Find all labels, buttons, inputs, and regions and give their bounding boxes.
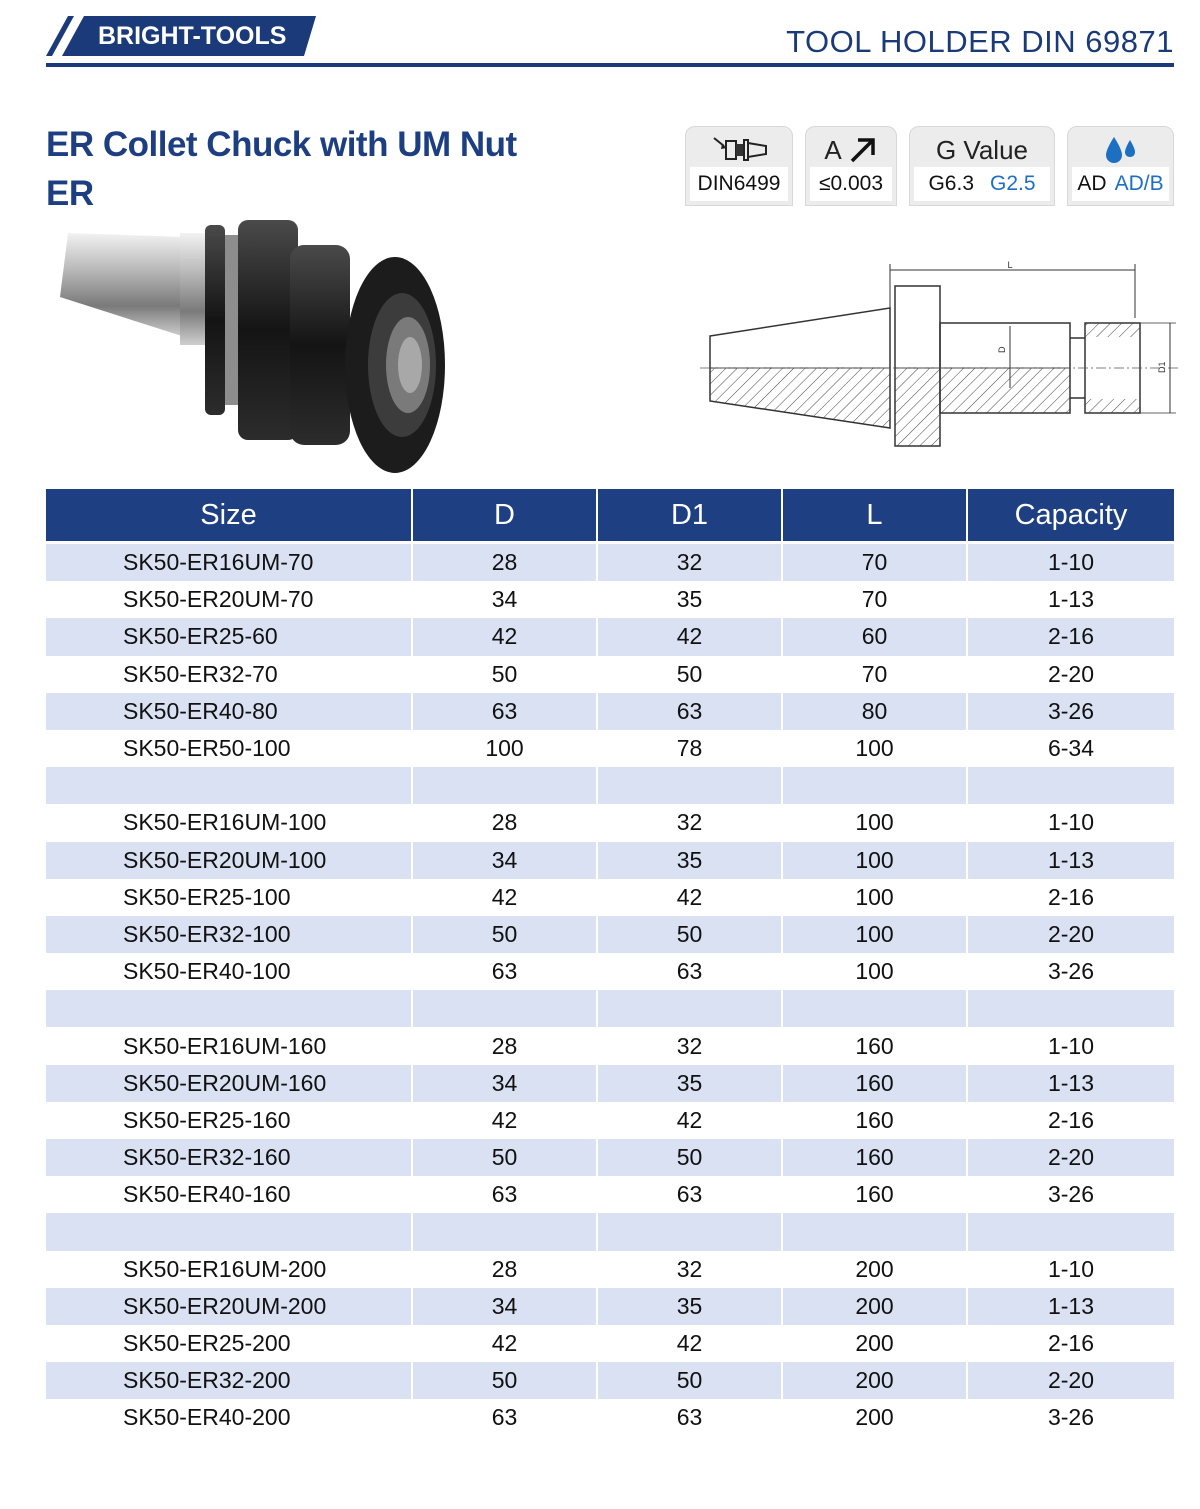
arrow-up-right-icon <box>848 136 878 164</box>
cell-capacity: 1-13 <box>967 1288 1174 1325</box>
coolant-option: AD/B <box>1114 172 1164 195</box>
cell-size: SK50-ER20UM-70 <box>46 581 412 618</box>
cell-d <box>412 1213 597 1250</box>
cell-capacity: 2-16 <box>967 1325 1174 1362</box>
cell-d1 <box>597 1213 782 1250</box>
table-row <box>46 953 1174 990</box>
badge-collet-standard <box>685 126 793 206</box>
cell-capacity: 2-16 <box>967 879 1174 916</box>
cell-capacity: 1-10 <box>967 1027 1174 1064</box>
cell-size: SK50-ER20UM-100 <box>46 842 412 879</box>
column-header-d: D <box>412 489 597 543</box>
cell-d: 50 <box>412 1362 597 1399</box>
cell-d1: 42 <box>597 1102 782 1139</box>
cell-d: 34 <box>412 1288 597 1325</box>
cell-l: 200 <box>782 1325 967 1362</box>
coolant-standard: AD <box>1077 172 1107 195</box>
cell-d: 28 <box>412 543 597 582</box>
cell-size: SK50-ER20UM-160 <box>46 1065 412 1102</box>
cell-d1: 50 <box>597 1362 782 1399</box>
cell-l: 200 <box>782 1399 967 1436</box>
cell-l: 160 <box>782 1176 967 1213</box>
cell-l <box>782 990 967 1027</box>
cell-l: 200 <box>782 1362 967 1399</box>
cell-capacity: 2-20 <box>967 1139 1174 1176</box>
column-header-capacity: Capacity <box>967 489 1174 543</box>
product-photo <box>50 215 450 477</box>
cell-capacity: 2-16 <box>967 1102 1174 1139</box>
cell-capacity: 2-20 <box>967 656 1174 693</box>
cell-d: 63 <box>412 1176 597 1213</box>
cell-l <box>782 1213 967 1250</box>
table-row <box>46 1027 1174 1064</box>
table-row <box>46 1399 1174 1436</box>
cell-capacity: 3-26 <box>967 693 1174 730</box>
cell-size: SK50-ER50-100 <box>46 730 412 767</box>
table-row <box>46 656 1174 693</box>
cell-d1: 35 <box>597 1065 782 1102</box>
cell-size: SK50-ER32-160 <box>46 1139 412 1176</box>
cell-capacity: 2-20 <box>967 1362 1174 1399</box>
accuracy-label: A <box>824 134 842 165</box>
cell-d1: 63 <box>597 953 782 990</box>
brand-name: BRIGHT-TOOLS <box>98 22 287 50</box>
cell-d1: 32 <box>597 1027 782 1064</box>
cell-d1 <box>597 767 782 804</box>
cell-capacity: 1-10 <box>967 543 1174 582</box>
badge-g-value <box>909 126 1055 206</box>
table-row-spacer <box>46 1213 1174 1250</box>
cell-capacity: 1-13 <box>967 842 1174 879</box>
cell-l: 100 <box>782 916 967 953</box>
cell-d: 100 <box>412 730 597 767</box>
cell-l: 70 <box>782 581 967 618</box>
table-row <box>46 618 1174 655</box>
table-row <box>46 804 1174 841</box>
cell-size: SK50-ER25-100 <box>46 879 412 916</box>
cell-d1: 42 <box>597 879 782 916</box>
cell-d: 42 <box>412 618 597 655</box>
cell-capacity: 3-26 <box>967 953 1174 990</box>
table-row <box>46 1176 1174 1213</box>
cell-l: 100 <box>782 953 967 990</box>
cell-d1: 32 <box>597 804 782 841</box>
g-value-label: G Value <box>935 134 1028 165</box>
brand-logo <box>46 16 316 56</box>
table-row <box>46 1325 1174 1362</box>
table-header-row <box>46 489 1174 543</box>
table-row <box>46 730 1174 767</box>
cell-l: 160 <box>782 1139 967 1176</box>
cell-d1: 32 <box>597 543 782 582</box>
cell-size <box>46 767 412 804</box>
g-value-option: G2.5 <box>990 172 1036 195</box>
table-row <box>46 1139 1174 1176</box>
cell-size: SK50-ER32-70 <box>46 656 412 693</box>
cell-d: 34 <box>412 1065 597 1102</box>
cell-l: 100 <box>782 842 967 879</box>
cell-d1: 42 <box>597 618 782 655</box>
cell-size: SK50-ER40-160 <box>46 1176 412 1213</box>
cell-capacity: 2-16 <box>967 618 1174 655</box>
dimension-label-d1: D1 <box>1157 361 1167 373</box>
table-row <box>46 842 1174 879</box>
product-title-line1: ER Collet Chuck with UM Nut <box>46 125 517 164</box>
cell-d1: 32 <box>597 1251 782 1288</box>
table-row-spacer <box>46 767 1174 804</box>
cell-d1: 35 <box>597 581 782 618</box>
column-header-size: Size <box>46 489 412 543</box>
cell-l: 160 <box>782 1102 967 1139</box>
cell-d1: 50 <box>597 656 782 693</box>
cell-d: 63 <box>412 1399 597 1436</box>
document-title: TOOL HOLDER DIN 69871 <box>786 24 1174 59</box>
table-row <box>46 879 1174 916</box>
table-row <box>46 1288 1174 1325</box>
column-header-l: L <box>782 489 967 543</box>
cell-d1: 78 <box>597 730 782 767</box>
cell-capacity: 1-10 <box>967 1251 1174 1288</box>
cell-d: 63 <box>412 693 597 730</box>
cell-l: 70 <box>782 656 967 693</box>
cell-d1: 42 <box>597 1325 782 1362</box>
table-row-spacer <box>46 990 1174 1027</box>
cell-size: SK50-ER25-200 <box>46 1325 412 1362</box>
cell-size <box>46 990 412 1027</box>
cell-size: SK50-ER16UM-100 <box>46 804 412 841</box>
cell-capacity: 2-20 <box>967 916 1174 953</box>
cell-size: SK50-ER20UM-200 <box>46 1288 412 1325</box>
cell-l: 200 <box>782 1288 967 1325</box>
cell-size: SK50-ER32-200 <box>46 1362 412 1399</box>
cell-l: 100 <box>782 804 967 841</box>
table-row <box>46 1251 1174 1288</box>
cell-size: SK50-ER40-80 <box>46 693 412 730</box>
column-header-d1: D1 <box>597 489 782 543</box>
cell-size <box>46 1213 412 1250</box>
cell-d1: 50 <box>597 916 782 953</box>
cell-size: SK50-ER32-100 <box>46 916 412 953</box>
cell-d: 42 <box>412 879 597 916</box>
table-row <box>46 916 1174 953</box>
technical-drawing <box>700 258 1180 458</box>
cell-d: 34 <box>412 842 597 879</box>
cell-capacity <box>967 767 1174 804</box>
cell-d1: 35 <box>597 1288 782 1325</box>
cell-l: 70 <box>782 543 967 582</box>
cell-d1: 50 <box>597 1139 782 1176</box>
table-row <box>46 581 1174 618</box>
cell-size: SK50-ER40-100 <box>46 953 412 990</box>
badge-collet-value: DIN6499 <box>690 167 788 201</box>
cell-d: 28 <box>412 1251 597 1288</box>
cell-d1: 63 <box>597 1399 782 1436</box>
coolant-drops-icon <box>1068 133 1173 167</box>
table-row <box>46 1065 1174 1102</box>
cell-size: SK50-ER16UM-70 <box>46 543 412 582</box>
cell-l: 80 <box>782 693 967 730</box>
table-row <box>46 693 1174 730</box>
cell-capacity: 1-13 <box>967 581 1174 618</box>
product-title <box>46 120 517 218</box>
g-value-standard: G6.3 <box>928 172 974 195</box>
cell-l: 160 <box>782 1065 967 1102</box>
cell-capacity: 1-13 <box>967 1065 1174 1102</box>
cell-d: 50 <box>412 1139 597 1176</box>
cell-d: 63 <box>412 953 597 990</box>
header-divider <box>46 63 1174 67</box>
dimension-label-l: L <box>1007 260 1013 270</box>
cell-l: 160 <box>782 1027 967 1064</box>
cell-d: 28 <box>412 1027 597 1064</box>
cell-d: 50 <box>412 916 597 953</box>
table-row <box>46 543 1174 582</box>
cell-size: SK50-ER40-200 <box>46 1399 412 1436</box>
cell-d1 <box>597 990 782 1027</box>
cell-capacity: 3-26 <box>967 1399 1174 1436</box>
cell-d: 50 <box>412 656 597 693</box>
cell-size: SK50-ER25-160 <box>46 1102 412 1139</box>
cell-d: 34 <box>412 581 597 618</box>
cell-d: 42 <box>412 1102 597 1139</box>
product-title-line2: ER <box>46 174 94 213</box>
cell-capacity: 3-26 <box>967 1176 1174 1213</box>
cell-capacity <box>967 1213 1174 1250</box>
cell-d1: 63 <box>597 1176 782 1213</box>
cell-l: 60 <box>782 618 967 655</box>
dimension-label-d: D <box>997 346 1007 353</box>
cell-capacity <box>967 990 1174 1027</box>
collet-icon <box>686 133 792 167</box>
badge-coolant <box>1067 126 1174 206</box>
accuracy-value: ≤0.003 <box>810 167 892 201</box>
specification-table <box>46 489 1174 1437</box>
cell-size: SK50-ER16UM-160 <box>46 1027 412 1064</box>
cell-d1: 35 <box>597 842 782 879</box>
cell-capacity: 1-10 <box>967 804 1174 841</box>
cell-l: 200 <box>782 1251 967 1288</box>
badge-accuracy <box>805 126 897 206</box>
table-row <box>46 1362 1174 1399</box>
cell-size: SK50-ER25-60 <box>46 618 412 655</box>
cell-l: 100 <box>782 730 967 767</box>
cell-l: 100 <box>782 879 967 916</box>
table-body <box>46 543 1174 1437</box>
cell-d <box>412 767 597 804</box>
cell-d: 28 <box>412 804 597 841</box>
cell-l <box>782 767 967 804</box>
cell-d1: 63 <box>597 693 782 730</box>
cell-size: SK50-ER16UM-200 <box>46 1251 412 1288</box>
cell-d: 42 <box>412 1325 597 1362</box>
cell-d <box>412 990 597 1027</box>
cell-capacity: 6-34 <box>967 730 1174 767</box>
table-row <box>46 1102 1174 1139</box>
